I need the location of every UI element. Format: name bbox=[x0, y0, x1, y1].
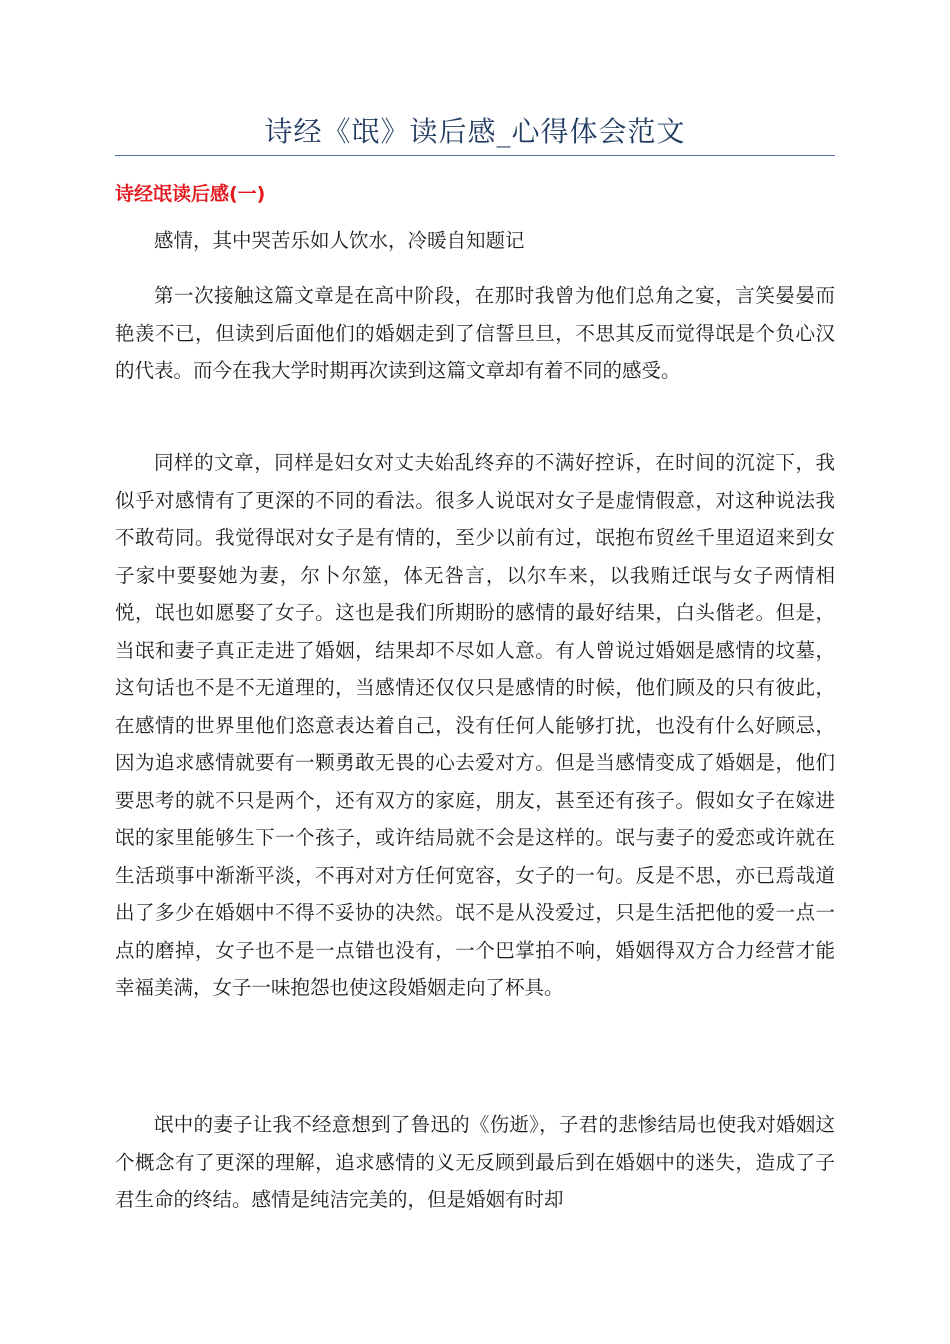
page-title: 诗经《氓》读后感_心得体会范文 bbox=[264, 115, 686, 148]
epigraph-paragraph: 感情，其中哭苦乐如人饮水，冷暖自知题记 bbox=[154, 229, 525, 252]
body-paragraph-1: 第一次接触这篇文章是在高中阶段，在那时我曾为他们总角之宴，言笑晏晏而艳羡不已，但读到后面他们的婚姻走到了信誓旦旦，不思其反而觉得氓是个负心汉的代表。而今在我大学时期再次读到这篇文章却有着不同的感受。 bbox=[115, 284, 835, 382]
body-paragraph-3: 氓中的妻子让我不经意想到了鲁迅的《伤逝》，子君的悲惨结局也使我对婚姻这个概念有了更深的理解，追求感情的义无反顾到最后到在婚姻中的迷失，造成了子君生命的终结。感情是纯洁完美的，但是婚姻有时却 bbox=[115, 1113, 835, 1211]
title-underline bbox=[115, 155, 835, 156]
body-paragraph-2: 同样的文章，同样是妇女对丈夫始乱终弃的不满好控诉，在时间的沉淀下，我似乎对感情有了更深的不同的看法。很多人说氓对女子是虚情假意，对这种说法我不敢苟同。我觉得氓对女子是有情的，至少以前有过，氓抱布贸丝千里迢迢来到女子家中要娶她为妻，尔卜尔筮，体无咎言，以尔车来，以我贿迁氓与女子两情相悦，氓也如愿娶了女子。这也是我们所期盼的感情的最好结果，白头偕老。但是，当氓和妻子真正走进了婚姻，结果却不尽如人意。有人曾说过婚姻是感情的坟墓，这句话也不是不无道理的，当感情还仅仅只是感情的时候，他们顾及的只有彼此，在感情的世界里他们恣意表达着自己，没有任何人能够打扰，也没有什么好顾忌，因为追求感情就要有一颗勇敢无畏的心去爱对方。但是当感情变成了婚姻是，他们要思考的就不只是两个，还有双方的家庭，朋友，甚至还有孩子。假如女子在嫁进氓的家里能够生下一个孩子，或许结局就不会是这样的。氓与妻子的爱恋或许就在生活琐事中渐渐平淡，不再对对方任何宽容，女子的一句。反是不思，亦已焉哉道出了多少在婚姻中不得不妥协的决然。氓不是从没爱过，只是生活把他的爱一点一点的磨掉，女子也不是一点错也没有，一个巴掌拍不响，婚姻得双方合力经营才能幸福美满，女子一味抱怨也使这段婚姻走向了杯具。 bbox=[115, 451, 835, 999]
section-heading: 诗经氓读后感(一) bbox=[115, 183, 266, 205]
